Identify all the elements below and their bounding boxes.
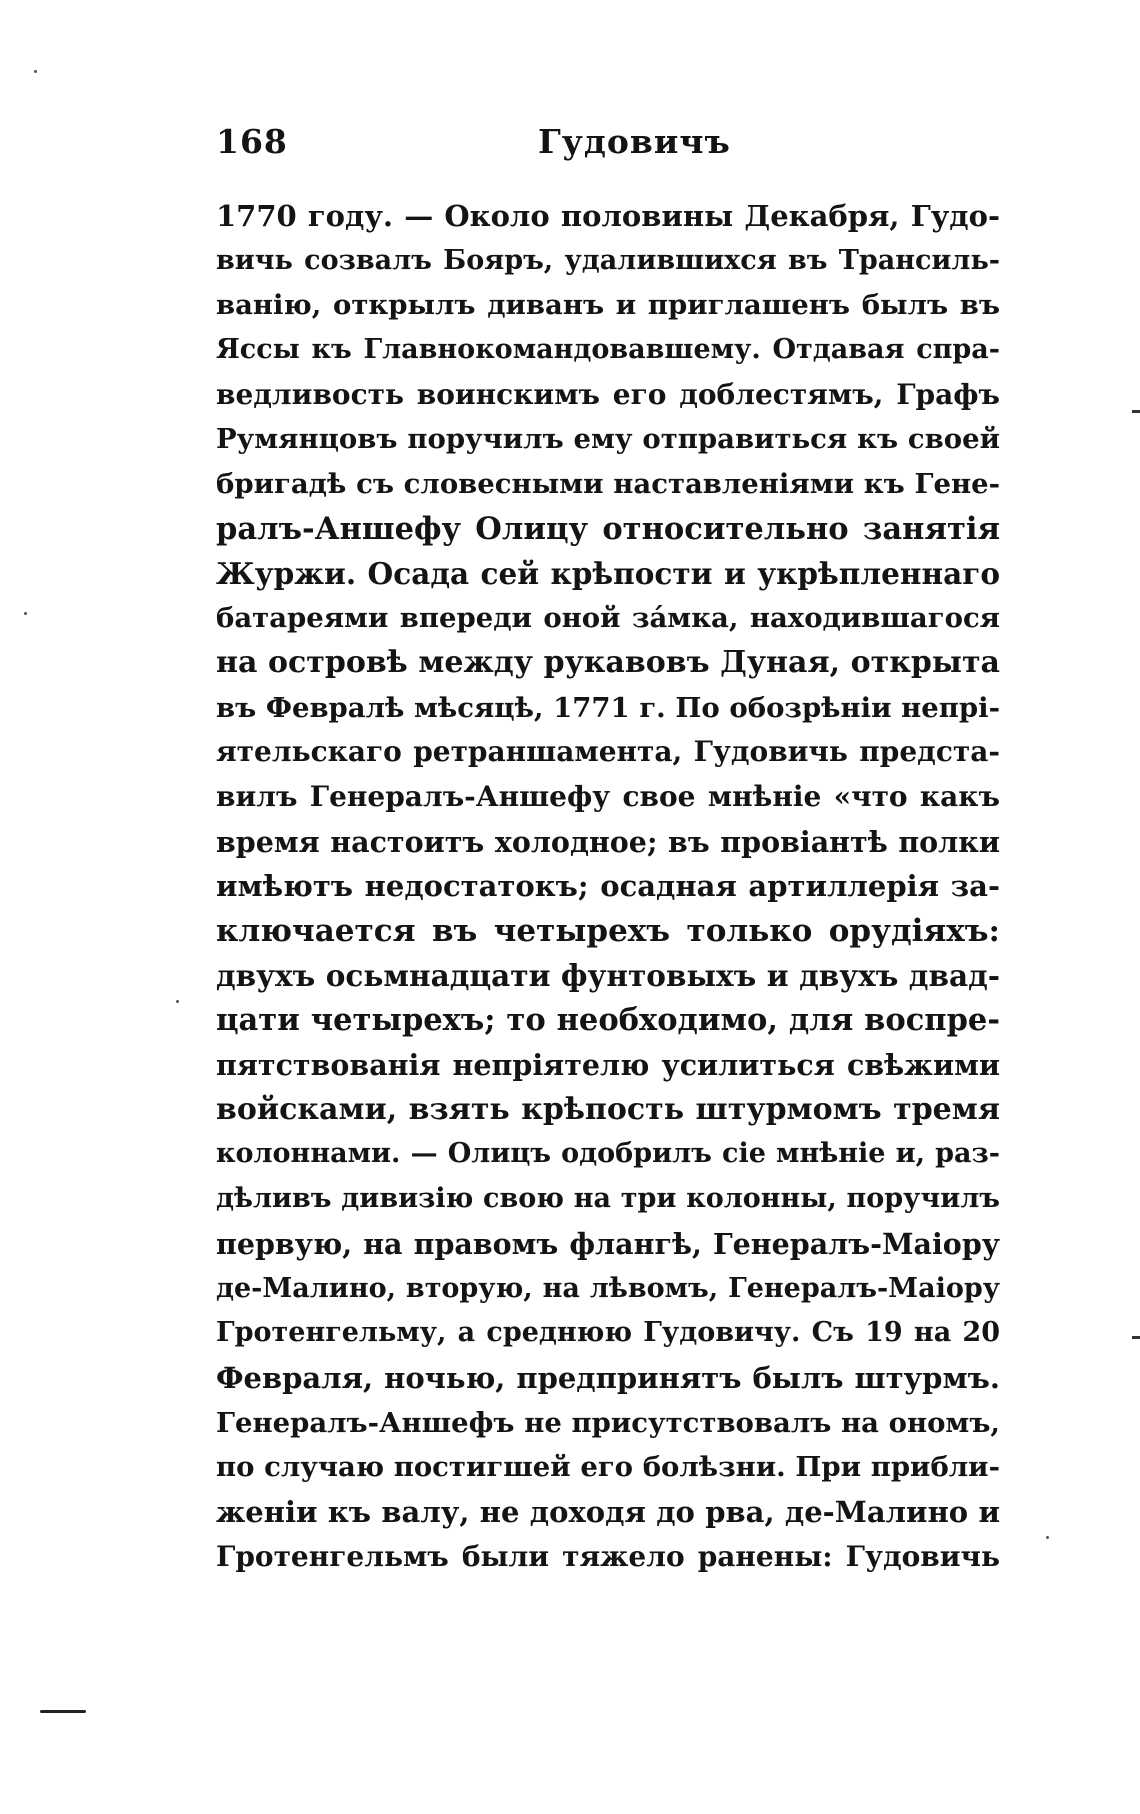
text-line: Февраля, ночью, предпринятъ былъ штурмъ. [216, 1360, 1000, 1395]
text-line: батареями впереди оной за́мка, находившагося [216, 602, 1000, 635]
text-line: бригадѣ съ словесными наставленіями къ Гене- [216, 468, 1000, 501]
text-line: ванію, открылъ диванъ и приглашенъ былъ въ [216, 289, 1000, 322]
text-line: время настоитъ холодное; въ провіантѣ полки [216, 824, 1000, 859]
text-line: двухъ осьмнадцати фунтовыхъ и двухъ двад- [216, 957, 1000, 993]
scan-edge-mark [1132, 410, 1140, 413]
text-line: въ Февралѣ мѣсяцѣ, 1771 г. По обозрѣніи непрі- [216, 691, 1000, 724]
text-line: пятствованія непріятелю усилиться свѣжими [216, 1048, 1000, 1083]
scan-edge-mark [1132, 1336, 1140, 1339]
text-line: ведливость воинскимъ его доблестямъ, Графъ [216, 377, 1000, 411]
scan-speck [1046, 1536, 1049, 1539]
text-line: Румянцовъ поручилъ ему отправиться къ своей [216, 423, 1000, 456]
scan-speck [34, 70, 37, 73]
text-line: ралъ-Аншефу Олицу относительно занятія [216, 510, 1000, 547]
text-line: первую, на правомъ флангѣ, Генералъ-Маіору [216, 1226, 1000, 1261]
scan-speck [24, 612, 27, 615]
text-line: ятельскаго ретраншамента, Гудовичь предста- [216, 735, 1000, 769]
text-line: дѣливъ дивизію свою на три колонны, поручилъ [216, 1183, 1000, 1215]
text-line: вилъ Генералъ-Аншефу свое мнѣніе «что какъ [216, 779, 1000, 813]
text-line: де-Малино, вторую, на лѣвомъ, Генералъ-Маіору [216, 1272, 1000, 1304]
text-line: Журжи. Осада сей крѣпости и укрѣпленнаго [216, 555, 1000, 591]
text-line: ключается въ четырехъ только орудіяхъ: [216, 913, 1000, 949]
text-line: имѣютъ недостатокъ; осадная артиллерія за- [216, 869, 1000, 904]
scan-speck [176, 1000, 179, 1003]
running-head: Гудовичъ [538, 122, 731, 161]
scan-rule-mark [40, 1710, 86, 1713]
page-header [216, 122, 1000, 172]
text-line: на островѣ между рукавовъ Дуная, открыта [216, 644, 1000, 680]
text-line: колоннами. — Олицъ одобрилъ сіе мнѣніе и, раз- [216, 1138, 1000, 1170]
text-line: Яссы къ Главнокомандовавшему. Отдавая спра- [216, 334, 1000, 366]
text-line: по случаю постигшей его болѣзни. При прибли- [216, 1451, 1000, 1484]
text-line: 1770 году. — Около половины Декабря, Гудо- [216, 199, 1000, 233]
text-line: Генералъ-Аншефъ не присутствовалъ на ономъ, [216, 1406, 1000, 1439]
text-line: Гротенгельму, а среднюю Гудовичу. Съ 19 на 20 [216, 1317, 1000, 1349]
text-line: цати четырехъ; то необходимо, для воспре- [216, 1002, 1000, 1039]
body-text [216, 194, 1000, 1579]
text-line: вичь созвалъ Бояръ, удалившихся въ Трансиль- [216, 244, 1000, 276]
text-line: женіи къ валу, не доходя до рва, де-Малино и [216, 1494, 1000, 1529]
text-line: войсками, взять крѣпость штурмомъ тремя [216, 1091, 1000, 1127]
text-line: Гротенгельмъ были тяжело ранены: Гудовичь [216, 1539, 1000, 1573]
page-number: 168 [216, 122, 288, 161]
